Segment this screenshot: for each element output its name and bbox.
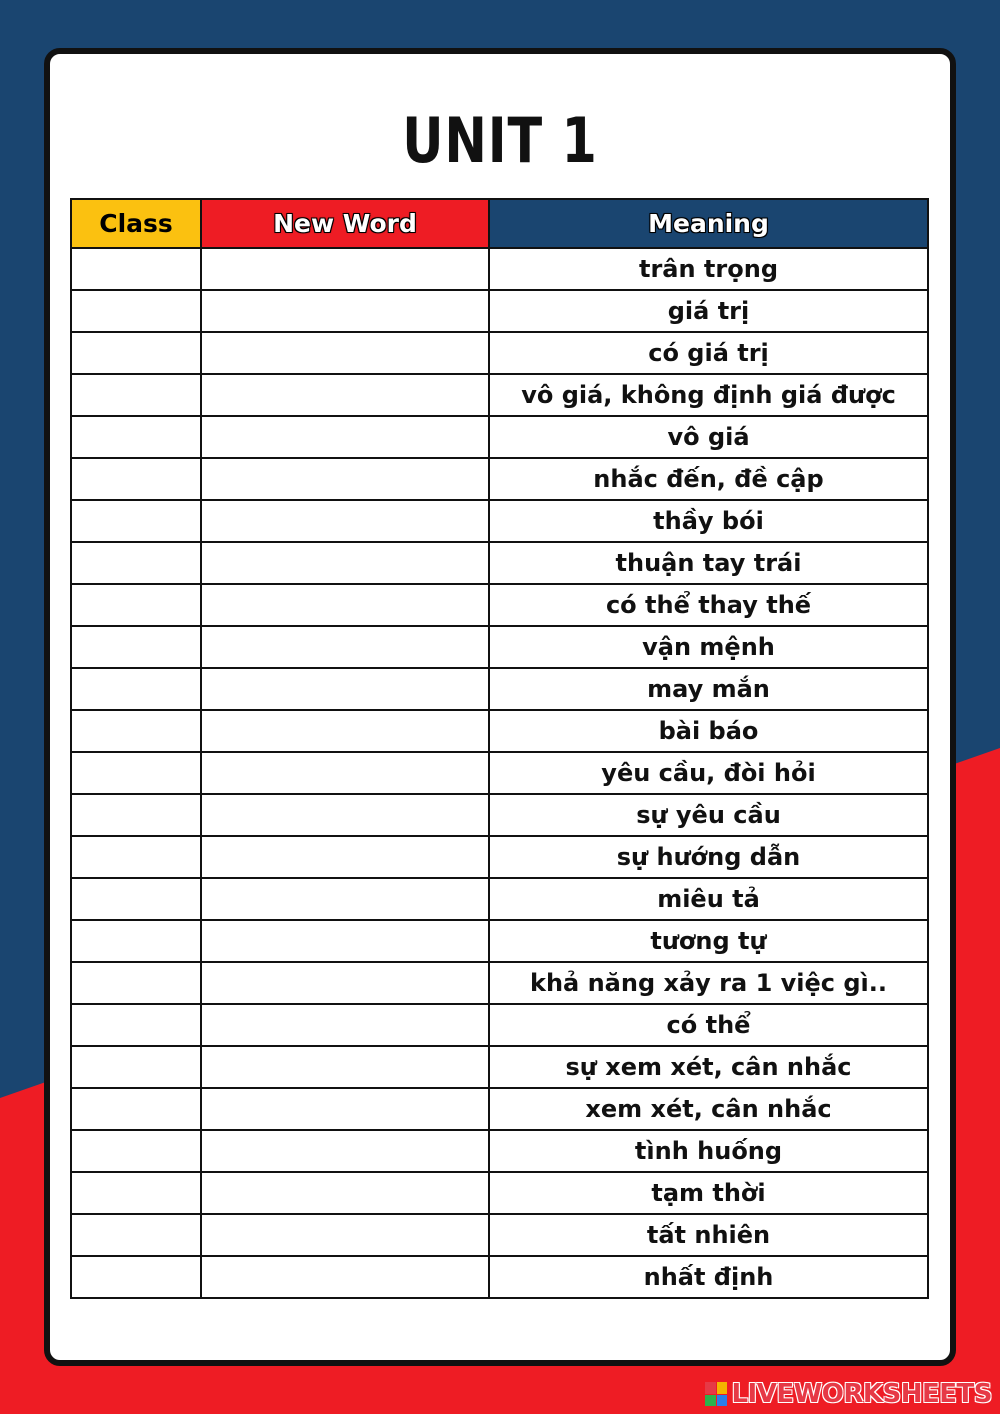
vocabulary-table	[70, 198, 929, 1299]
logo-square-blue	[717, 1395, 728, 1407]
new-word-cell[interactable]	[201, 416, 489, 458]
meaning-cell: tương tự	[489, 920, 928, 962]
class-cell[interactable]	[71, 374, 201, 416]
table-body	[71, 248, 928, 1298]
worksheet-card	[44, 48, 956, 1366]
class-cell[interactable]	[71, 290, 201, 332]
new-word-cell[interactable]	[201, 584, 489, 626]
new-word-cell[interactable]	[201, 1256, 489, 1298]
logo-square-yellow	[717, 1382, 728, 1394]
table-row	[71, 290, 928, 332]
new-word-cell[interactable]	[201, 710, 489, 752]
new-word-cell[interactable]	[201, 374, 489, 416]
meaning-cell: nhất định	[489, 1256, 928, 1298]
table-row	[71, 1256, 928, 1298]
table-row	[71, 1130, 928, 1172]
meaning-cell: khả năng xảy ra 1 việc gì..	[489, 962, 928, 1004]
new-word-cell[interactable]	[201, 248, 489, 290]
class-cell[interactable]	[71, 500, 201, 542]
table-row	[71, 1088, 928, 1130]
new-word-cell[interactable]	[201, 1046, 489, 1088]
table-row	[71, 500, 928, 542]
meaning-cell: sự xem xét, cân nhắc	[489, 1046, 928, 1088]
header-meaning: Meaning	[489, 199, 928, 248]
table-row	[71, 878, 928, 920]
header-new-word: New Word	[201, 199, 489, 248]
new-word-cell[interactable]	[201, 794, 489, 836]
new-word-cell[interactable]	[201, 1004, 489, 1046]
table-row	[71, 416, 928, 458]
new-word-cell[interactable]	[201, 1172, 489, 1214]
table-header-row	[71, 199, 928, 248]
meaning-cell: thuận tay trái	[489, 542, 928, 584]
class-cell[interactable]	[71, 1088, 201, 1130]
meaning-cell: vận mệnh	[489, 626, 928, 668]
table-row	[71, 458, 928, 500]
table-row	[71, 710, 928, 752]
table-row	[71, 248, 928, 290]
logo-square-red	[705, 1382, 716, 1394]
meaning-cell: may mắn	[489, 668, 928, 710]
liveworksheets-brand-text: LIVEWORKSHEETS	[731, 1379, 992, 1409]
class-cell[interactable]	[71, 248, 201, 290]
meaning-cell: sự yêu cầu	[489, 794, 928, 836]
meaning-cell: tạm thời	[489, 1172, 928, 1214]
meaning-cell: tất nhiên	[489, 1214, 928, 1256]
new-word-cell[interactable]	[201, 878, 489, 920]
class-cell[interactable]	[71, 1172, 201, 1214]
table-row	[71, 836, 928, 878]
table-row	[71, 752, 928, 794]
table-row	[71, 584, 928, 626]
class-cell[interactable]	[71, 710, 201, 752]
class-cell[interactable]	[71, 836, 201, 878]
meaning-cell: có thể thay thế	[489, 584, 928, 626]
table-row	[71, 794, 928, 836]
class-cell[interactable]	[71, 752, 201, 794]
class-cell[interactable]	[71, 416, 201, 458]
meaning-cell: giá trị	[489, 290, 928, 332]
new-word-cell[interactable]	[201, 332, 489, 374]
class-cell[interactable]	[71, 626, 201, 668]
new-word-cell[interactable]	[201, 836, 489, 878]
table-row	[71, 542, 928, 584]
class-cell[interactable]	[71, 668, 201, 710]
class-cell[interactable]	[71, 1046, 201, 1088]
class-cell[interactable]	[71, 1004, 201, 1046]
header-class: Class	[71, 199, 201, 248]
new-word-cell[interactable]	[201, 962, 489, 1004]
new-word-cell[interactable]	[201, 1088, 489, 1130]
class-cell[interactable]	[71, 542, 201, 584]
meaning-cell: xem xét, cân nhắc	[489, 1088, 928, 1130]
liveworksheets-logo	[705, 1377, 992, 1411]
class-cell[interactable]	[71, 584, 201, 626]
meaning-cell: có thể	[489, 1004, 928, 1046]
table-row	[71, 1004, 928, 1046]
class-cell[interactable]	[71, 458, 201, 500]
table-row	[71, 920, 928, 962]
table-row	[71, 374, 928, 416]
class-cell[interactable]	[71, 1130, 201, 1172]
table-row	[71, 1046, 928, 1088]
new-word-cell[interactable]	[201, 542, 489, 584]
class-cell[interactable]	[71, 794, 201, 836]
meaning-cell: yêu cầu, đòi hỏi	[489, 752, 928, 794]
meaning-cell: miêu tả	[489, 878, 928, 920]
table-row	[71, 1172, 928, 1214]
class-cell[interactable]	[71, 1214, 201, 1256]
new-word-cell[interactable]	[201, 1214, 489, 1256]
class-cell[interactable]	[71, 332, 201, 374]
meaning-cell: nhắc đến, đề cập	[489, 458, 928, 500]
new-word-cell[interactable]	[201, 500, 489, 542]
new-word-cell[interactable]	[201, 752, 489, 794]
table-row	[71, 626, 928, 668]
page-title: UNIT 1	[402, 104, 598, 177]
new-word-cell[interactable]	[201, 290, 489, 332]
new-word-cell[interactable]	[201, 668, 489, 710]
new-word-cell[interactable]	[201, 626, 489, 668]
meaning-cell: thầy bói	[489, 500, 928, 542]
class-cell[interactable]	[71, 878, 201, 920]
meaning-cell: vô giá, không định giá được	[489, 374, 928, 416]
new-word-cell[interactable]	[201, 458, 489, 500]
meaning-cell: có giá trị	[489, 332, 928, 374]
table-row	[71, 962, 928, 1004]
table-row	[71, 668, 928, 710]
liveworksheets-logo-icon	[705, 1382, 727, 1406]
new-word-cell[interactable]	[201, 1130, 489, 1172]
class-cell[interactable]	[71, 962, 201, 1004]
class-cell[interactable]	[71, 1256, 201, 1298]
logo-square-green	[705, 1395, 716, 1407]
meaning-cell: tình huống	[489, 1130, 928, 1172]
table-row	[71, 332, 928, 374]
table-row	[71, 1214, 928, 1256]
meaning-cell: sự hướng dẫn	[489, 836, 928, 878]
meaning-cell: vô giá	[489, 416, 928, 458]
class-cell[interactable]	[71, 920, 201, 962]
meaning-cell: bài báo	[489, 710, 928, 752]
new-word-cell[interactable]	[201, 920, 489, 962]
meaning-cell: trân trọng	[489, 248, 928, 290]
